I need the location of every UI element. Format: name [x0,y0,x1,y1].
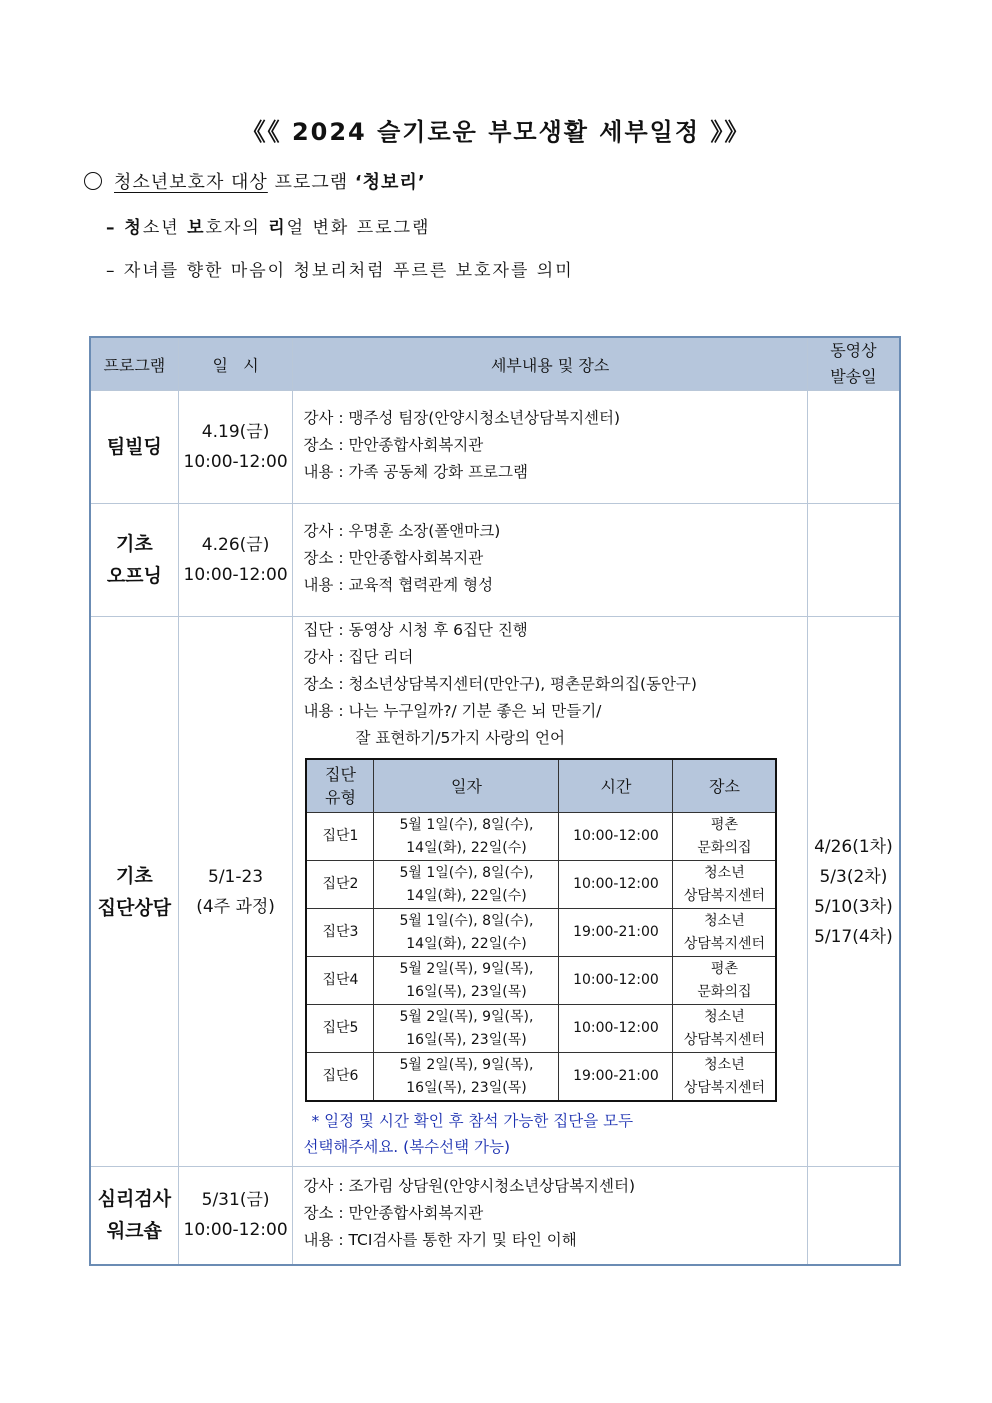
header-datetime: 일 시 [178,337,293,391]
group-type: 집단5 [306,1005,374,1053]
video-date: 5/10(3차) [814,896,893,917]
acronym-letter: 리 [268,218,287,238]
place-line: 청소년 [704,912,745,929]
date: 5/1-23 [208,866,264,887]
date-line: 5월 2일(목), 9일(목), [399,1008,534,1025]
detail-line: 내용 : 교육적 협력관계 형성 [303,575,494,594]
group-header-date: 일자 [374,759,559,813]
date-line: 5월 2일(목), 9일(목), [399,1056,534,1073]
program-cell [90,391,178,504]
time: 10:00-12:00 [183,1220,288,1241]
group-time: 19:00-21:00 [559,909,673,957]
group-row [306,1053,776,1102]
detail-cell [293,617,807,1167]
place-line: 상담복지센터 [683,1079,766,1096]
place-line: 상담복지센터 [683,887,766,904]
group-dates [374,1005,559,1053]
group-time: 19:00-21:00 [559,1053,673,1102]
group-place [673,861,777,909]
group-row [306,957,776,1005]
page-title: 《《 2024 슬기로운 부모생활 세부일정 》》 [241,118,751,146]
date-line: 16일(목), 23일(목) [406,983,527,1000]
date: 5/31(금) [201,1190,270,1211]
group-row [306,813,776,861]
acronym-letter: 청 [124,218,143,238]
place-line: 상담복지센터 [683,935,766,952]
date-cell [178,504,293,617]
circle-bullet-icon [84,172,102,190]
detail-line: 강사 : 집단 리더 [303,648,414,666]
date-cell [178,391,293,504]
group-type: 집단4 [306,957,374,1005]
date-line: 5월 1일(수), 8일(수), [399,864,534,881]
group-place [673,1053,777,1102]
detail-line: 장소 : 만안종합사회복지관 [303,435,484,454]
intro-text: 얼 변화 프로그램 [286,218,431,238]
group-dates [374,957,559,1005]
group-time: 10:00-12:00 [559,861,673,909]
place-line: 청소년 [704,864,745,881]
group-type: 집단3 [306,909,374,957]
video-date: 4/26(1차) [814,836,893,857]
group-dates [374,909,559,957]
note-line: 선택해주세요. (복수선택 가능) [303,1138,511,1156]
place-line: 상담복지센터 [683,1031,766,1048]
detail-line: 집단 : 동영상 시청 후 6집단 진행 [303,621,528,639]
group-dates [374,861,559,909]
program-cell [90,504,178,617]
group-schedule-table [305,758,777,1102]
table-row [90,391,900,504]
date-cell [178,1167,293,1265]
note-line: * 일정 및 시간 확인 후 참석 가능한 집단을 모두 [311,1112,634,1130]
program-cell [90,1167,178,1265]
place-line: 청소년 [704,1056,745,1073]
group-time: 10:00-12:00 [559,813,673,861]
group-row [306,861,776,909]
date-line: 5월 2일(목), 9일(목), [399,960,534,977]
intro-text: 프로그램 [267,172,355,193]
table-row [90,504,900,617]
detail-line: 내용 : 나는 누구일까?/ 기분 좋은 뇌 만들기/ [303,702,602,720]
group-time: 10:00-12:00 [559,957,673,1005]
date-line: 5월 1일(수), 8일(수), [399,816,534,833]
header-video [807,337,900,391]
video-cell [807,617,900,1167]
header-text: 유형 [324,788,356,807]
date-cell [178,617,293,1167]
video-date: 5/17(4차) [814,926,893,947]
header-video-line: 동영상 [830,341,877,360]
group-row [306,909,776,957]
program-name: 기초 [115,864,153,887]
detail-line: 강사 : 우명훈 소장(폴앤마크) [303,521,501,540]
date-line: 14일(화), 22일(수) [406,935,527,952]
header-detail: 세부내용 및 장소 [293,337,807,391]
date-line: 16일(목), 23일(목) [406,1079,527,1096]
intro-text: 소년 [142,218,188,238]
video-cell [807,504,900,617]
table-row [90,1167,900,1265]
group-time: 10:00-12:00 [559,1005,673,1053]
detail-cell [293,1167,807,1265]
program-name: 기초 [115,533,153,555]
dash: – [106,218,125,238]
group-type: 집단6 [306,1053,374,1102]
intro-line-2 [106,213,430,238]
schedule-table [89,336,901,1266]
group-type: 집단2 [306,861,374,909]
header-text: 집단 [324,765,356,784]
program-cell [90,617,178,1167]
date-line: 14일(화), 22일(수) [406,887,527,904]
group-header-place: 장소 [673,759,777,813]
video-cell [807,391,900,504]
program-name: 오프닝 [106,565,162,587]
date: 4.26(금) [201,535,270,555]
video-date: 5/3(2차) [819,866,888,887]
header-video-line: 발송일 [830,367,877,386]
date-line: 5월 1일(수), 8일(수), [399,912,534,929]
intro-line-1 [84,168,426,194]
table-row [90,617,900,1167]
date-line: 14일(화), 22일(수) [406,839,527,856]
schedule-header-row [90,337,900,391]
program-name: 팀빌딩 [106,436,162,458]
group-place [673,813,777,861]
acronym-letter: 보 [187,218,206,238]
intro-text: 호자의 [205,218,269,238]
time: 10:00-12:00 [183,565,288,585]
date-line: 16일(목), 23일(목) [406,1031,527,1048]
group-header-type [306,759,374,813]
detail-line: 장소 : 만안종합사회복지관 [303,548,484,567]
program-name: 심리검사 [97,1188,172,1211]
place-line: 청소년 [704,1008,745,1025]
place-line: 문화의집 [697,983,752,1000]
target-audience: 청소년보호자 대상 [114,172,268,193]
header-program: 프로그램 [90,337,178,391]
group-place [673,1005,777,1053]
group-header-time: 시간 [559,759,673,813]
group-place [673,909,777,957]
group-dates [374,1053,559,1102]
detail-line: 장소 : 청소년상담복지센터(만안구), 평촌문화의집(동안구) [303,675,697,693]
detail-cell [293,391,807,504]
detail-line: 내용 : 가족 공동체 강화 프로그램 [303,462,528,481]
date: 4.19(금) [201,422,270,442]
detail-line: 내용 : TCI검사를 통한 자기 및 타인 이해 [303,1230,577,1249]
place-line: 평촌 [710,960,738,977]
place-line: 문화의집 [697,839,752,856]
program-name: ‘청보리’ [354,172,426,193]
program-name: 집단상담 [97,896,172,919]
place-line: 평촌 [710,816,738,833]
video-cell [807,1167,900,1265]
detail-line: 강사 : 조가림 상담원(안양시청소년상담복지센터) [303,1176,636,1195]
group-row [306,1005,776,1053]
program-name: 워크숍 [106,1220,162,1243]
group-dates [374,813,559,861]
detail-line: 잘 표현하기/5가지 사랑의 언어 [355,729,565,747]
group-place [673,957,777,1005]
time: 10:00-12:00 [183,452,288,472]
duration: (4주 과정) [196,896,275,917]
detail-cell [293,504,807,617]
intro-line-3: – 자녀를 향한 마음이 청보리처럼 푸르른 보호자를 의미 [106,261,574,281]
group-header-row [306,759,776,813]
detail-line: 장소 : 만안종합사회복지관 [303,1203,484,1222]
detail-line: 강사 : 맹주성 팀장(안양시청소년상담복지센터) [303,408,621,427]
group-type: 집단1 [306,813,374,861]
